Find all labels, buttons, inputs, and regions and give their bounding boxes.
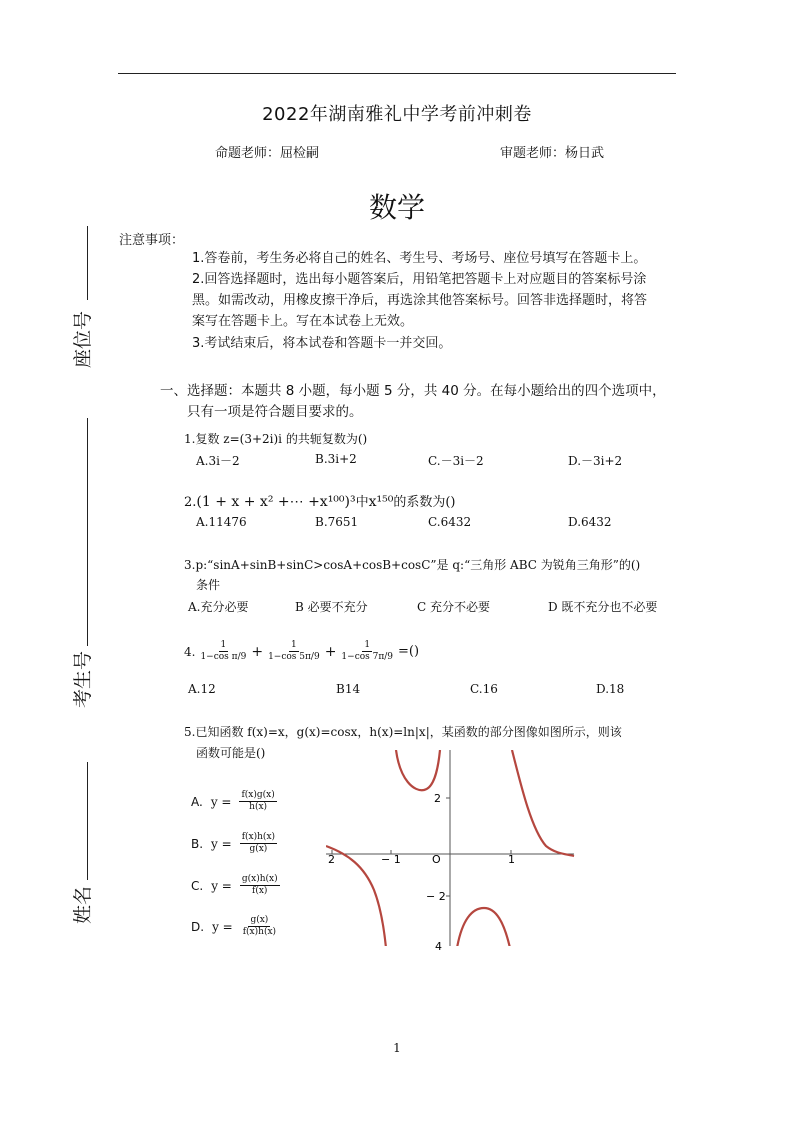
question-4-plus-1: + [251,643,264,660]
question-4-option-b: B14 [336,682,361,696]
question-5-option-d-label: D. [191,919,205,934]
question-1-option-b: B.3i+2 [315,452,357,466]
question-3-option-b: B 必要不充分 [295,600,368,614]
question-5-option-d-num: g(x) [250,915,269,925]
question-4-prefix: 4. [184,644,196,659]
side-seat-label: 座位号 [72,310,94,368]
top-rule [118,73,676,74]
question-3-option-d: D 既不充分也不必要 [548,600,658,614]
question-4-numerator-2: 1 [291,640,297,650]
question-5-option-d-den: f(x)h(x) [242,927,277,937]
curve-right-lower [457,908,510,948]
y-tick-label-neg4: 4 [435,940,442,953]
question-5-option-c [191,874,280,897]
question-5-option-b-fraction [240,832,277,855]
question-5-option-b-den: g(x) [249,844,268,854]
side-exam-no-line [87,418,88,646]
question-5-option-d-fraction [241,915,278,938]
question-5-option-a-lhs: y = [210,794,232,809]
question-4-numerator-3: 1 [364,640,371,650]
question-2-expression: (1 + x + x² +⋯ +x¹⁰⁰)³ [196,494,356,510]
question-1-stem: 1.复数 z=(3+2i)i 的共轭复数为() [184,432,368,446]
question-4-numerator-1: 1 [220,640,227,650]
question-4-option-c: C.16 [470,682,498,696]
y-tick-label-neg2: − 2 [426,890,446,903]
question-4-denominator-2: 1−cos 5π/9 [268,652,320,662]
question-5-option-b-label: B. [191,836,204,851]
question-5-option-c-den: f(x) [252,886,268,896]
question-3-option-c: C 充分不必要 [417,600,490,614]
question-5-stem-line-2: 函数可能是() [196,746,266,760]
curve-left-upper [396,750,440,790]
question-5-option-c-fraction [240,874,280,897]
question-5-option-d-lhs: y = [212,919,233,934]
section-line-2: 只有一项是符合题目要求的。 [187,404,363,420]
question-2-stem [184,491,456,510]
page-number: 1 [393,1041,401,1055]
question-4-denominator-3: 1−cos 7π/9 [341,652,394,662]
origin-label: O [432,853,441,866]
question-5-option-b-num: f(x)h(x) [241,832,276,842]
x-tick-label-neg1: − 1 [381,853,401,866]
curve-right-upper [512,750,574,856]
question-2-suffix: 的系数为() [393,495,456,510]
notice-heading: 注意事项： [119,233,185,248]
question-4-denominator-1: 1−cos π/9 [200,652,247,662]
question-5-option-a-label: A. [191,794,203,809]
question-4-option-a: A.12 [188,682,216,696]
question-2-term: x¹⁵⁰ [368,494,394,510]
exam-title: 2022年湖南雅礼中学考前冲刺卷 [262,104,532,125]
question-2-prefix: 2. [184,495,197,510]
question-5-option-b [191,832,277,855]
section-heading [160,381,680,423]
question-5-option-c-num: g(x)h(x) [241,874,278,884]
side-exam-no-label: 考生号 [72,650,94,708]
question-5-stem-line-1: 5.已知函数 f(x)=x，g(x)=cosx，h(x)=ln|x|，某函数的部分图像如图所示，则该 [184,725,622,739]
subject-title: 数学 [368,191,425,224]
question-5-option-d [191,915,278,938]
reviewer-line: 审题老师：杨日武 [500,146,605,161]
side-name-line [87,762,88,880]
notice-item-2-cont2: 案写在答题卡上。写在本试卷上无效。 [192,314,414,329]
question-2-option-a: A.11476 [196,515,247,529]
question-5-option-a [191,790,277,813]
author-line: 命题老师：屈检嗣 [215,146,320,161]
curve-left-lower [326,846,386,948]
question-3-option-a: A.充分必要 [188,600,249,614]
notice-item-1: 1.答卷前，考生务必将自己的姓名、考生号、考场号、座位号填写在答题卡上。 [192,251,647,266]
side-name-label: 姓名 [72,885,94,924]
question-4-fraction-3 [339,640,395,663]
section-line-1: 一、选择题：本题共 8 小题，每小题 5 分，共 40 分。在每小题给出的四个选项中， [160,383,666,399]
question-1-option-a: A.3i－2 [196,454,240,468]
question-5-option-c-lhs: y = [211,878,232,893]
question-3-stem-line-2: 条件 [196,578,221,592]
question-1-option-c: C.－3i－2 [428,454,484,468]
notice-item-3: 3.考试结束后，将本试卷和答题卡一并交回。 [192,336,452,351]
x-tick-label-1: 1 [508,853,515,866]
function-graph [326,750,576,953]
notice-item-2-cont: 黑。如需改动，用橡皮擦干净后，再选涂其他答案标号。回答非选择题时，将答 [192,293,648,308]
question-1-option-d: D.－3i+2 [568,454,623,468]
question-5-option-c-label: C. [191,878,204,893]
question-4-plus-2: + [324,643,337,660]
question-3-stem-line-1: 3.p:“sinA+sinB+sinC>cosA+cosB+cosC”是 q:“三角形 ABC 为锐角三角形”的() [184,558,641,572]
side-seat-line [87,226,88,300]
x-tick-label-neg2: 2 [328,853,335,866]
question-2-option-d: D.6432 [568,515,612,529]
question-2-mid: 中 [355,495,369,510]
question-4-stem [184,640,419,663]
question-5-option-a-num: f(x)g(x) [241,790,275,800]
question-2-option-b: B.7651 [315,515,359,529]
question-5-option-b-lhs: y = [211,836,232,851]
question-5-option-a-den: h(x) [249,802,268,812]
notice-item-2: 2.回答选择题时，选出每小题答案后，用铅笔把答题卡上对应题目的答案标号涂 [192,272,647,287]
question-5-option-a-fraction [239,790,276,813]
question-2-option-c: C.6432 [428,515,472,529]
y-tick-label-2: 2 [434,792,441,805]
question-4-option-d: D.18 [596,682,625,696]
question-4-equals: =() [398,644,420,659]
question-4-fraction-1 [198,640,248,663]
question-4-fraction-2 [266,640,322,663]
